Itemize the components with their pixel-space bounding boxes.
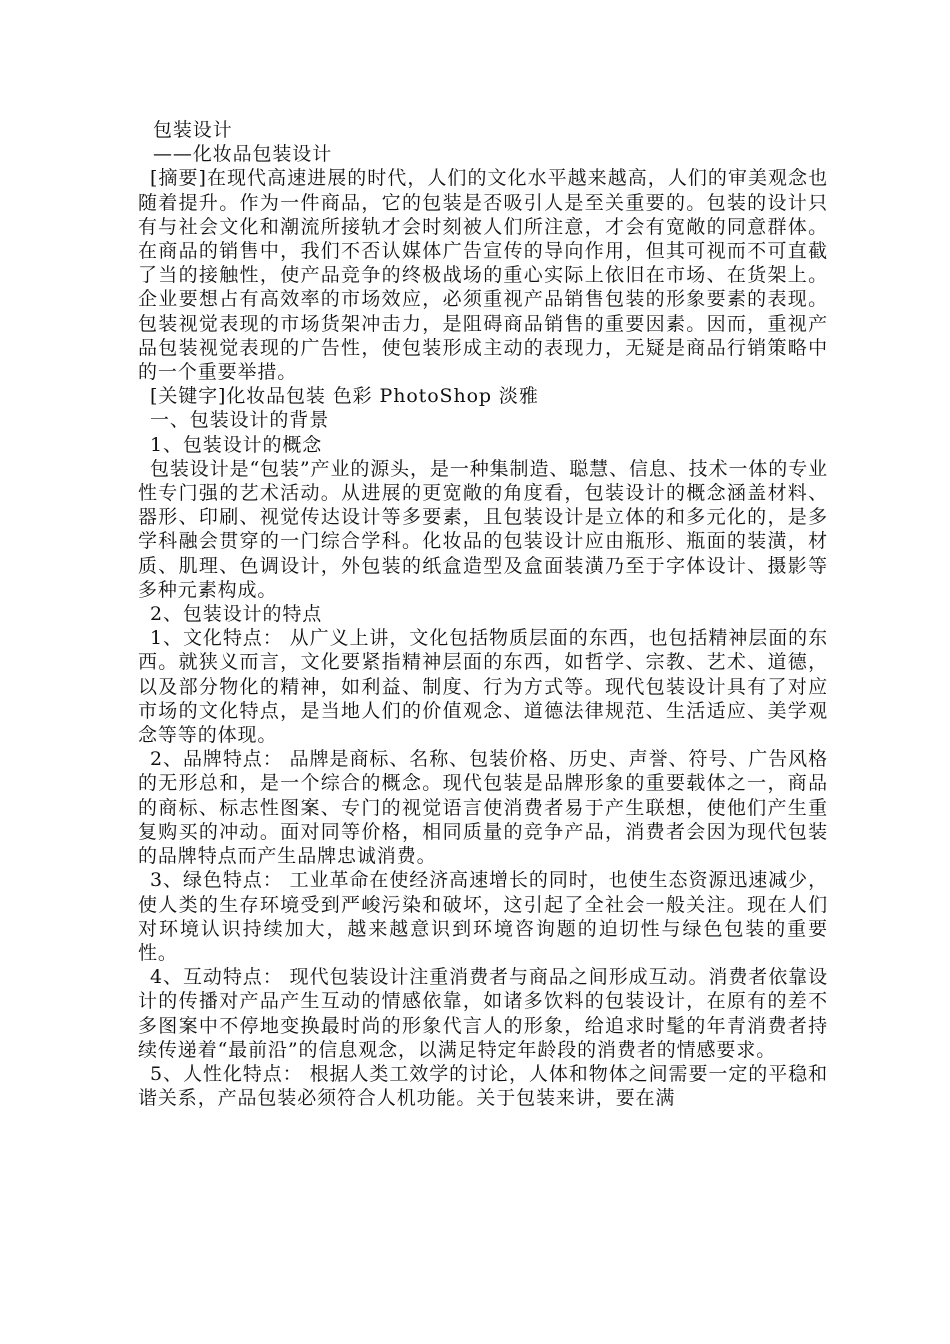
- document-title: 包装设计: [153, 119, 233, 141]
- feature-paragraph-green: 3、绿色特点： 工业革命在使经济高速增长的同时，也使生态资源迅速减少，使人类的生存环境受到严峻污染和破坏，这引起了全社会一般关注。现在人们对环境认识持续加大，越来越意识到环境咨询题的迫切性与绿色包装的重要性。: [138, 869, 828, 964]
- section-heading-background: 一、包装设计的背景: [150, 409, 330, 432]
- keywords-line: [关键字]化妆品包装 色彩 PhotoShop 淡雅: [150, 385, 539, 408]
- feature-paragraph-interaction: 4、互动特点： 现代包装设计注重消费者与商品之间形成互动。消费者依靠设计的传播对产品产生互动的情感依靠，如诸多饮料的包装设计，在原有的差不多图案中不停地变换最时尚的形象代言人的形象，给追求时髦的年青消费者持续传递着“最前沿”的信息观念，以满足特定年龄段的消费者的情感要求。: [138, 966, 828, 1061]
- document-subtitle: ——化妆品包装设计: [153, 143, 333, 166]
- subsection-heading-features: 2、包装设计的特点: [150, 603, 323, 626]
- abstract-paragraph: [摘要]在现代高速进展的时代，人们的文化水平越来越高，人们的审美观念也随着提升。作为一件商品，它的包装是否吸引人是至关重要的。包装的设计只有与社会文化和潮流所接轨才会时刻被人们所注意，才会有宽敞的同意群体。在商品的销售中，我们不否认媒体广告宣传的导向作用，但其可视而不可直截了当的接触性，使产品竞争的终极战场的重心实际上依旧在市场、在货架上。企业要想占有高效率的市场效应，必须重视产品销售包装的形象要素的表现。包装视觉表现的市场货架冲击力，是阻碍商品销售的重要因素。因而，重视产品包装视觉表现的广告性，使包装形成主动的表现力，无疑是商品行销策略中的一个重要举措。: [138, 167, 828, 384]
- feature-paragraph-culture: 1、文化特点： 从广义上讲，文化包括物质层面的东西，也包括精神层面的东西。就狭义而言，文化要紧指精神层面的东西，如哲学、宗教、艺术、道德，以及部分物化的精神，如利益、制度、行为方式等。现代包装设计具有了对应市场的文化特点，是当地人们的价值观念、道德法律规范、生活适应、美学观念等等的体现。: [138, 627, 828, 747]
- document-body: [138, 118, 828, 1110]
- feature-paragraph-brand: 2、品牌特点： 品牌是商标、名称、包装价格、历史、声誉、符号、广告风格的无形总和，是一个综合的概念。现代包装是品牌形象的重要载体之一，商品的商标、标志性图案、专门的视觉语言使消费者易于产生联想，使他们产生重复购买的冲动。面对同等价格，相同质量的竞争产品，消费者会因为现代包装的品牌特点而产生品牌忠诚消费。: [138, 748, 828, 868]
- subsection-heading-concept: 1、包装设计的概念: [150, 433, 323, 456]
- concept-paragraph: 包装设计是“包装”产业的源头，是一种集制造、聪慧、信息、技术一体的专业性专门强的艺术活动。从进展的更宽敞的角度看，包装设计的概念涵盖材料、器形、印刷、视觉传达设计等多要素，且包装设计是立体的和多元化的，是多学科融会贯穿的一门综合学科。化妆品的包装设计应由瓶形、瓶面的装潢，材质、肌理、色调设计，外包装的纸盒造型及盒面装潢乃至于字体设计、摄影等多种元素构成。: [138, 457, 828, 601]
- feature-paragraph-humanization: 5、人性化特点： 根据人类工效学的讨论，人体和物体之间需要一定的平稳和谐关系，产品包装必须符合人机功能。关于包装来讲，要在满: [138, 1062, 828, 1110]
